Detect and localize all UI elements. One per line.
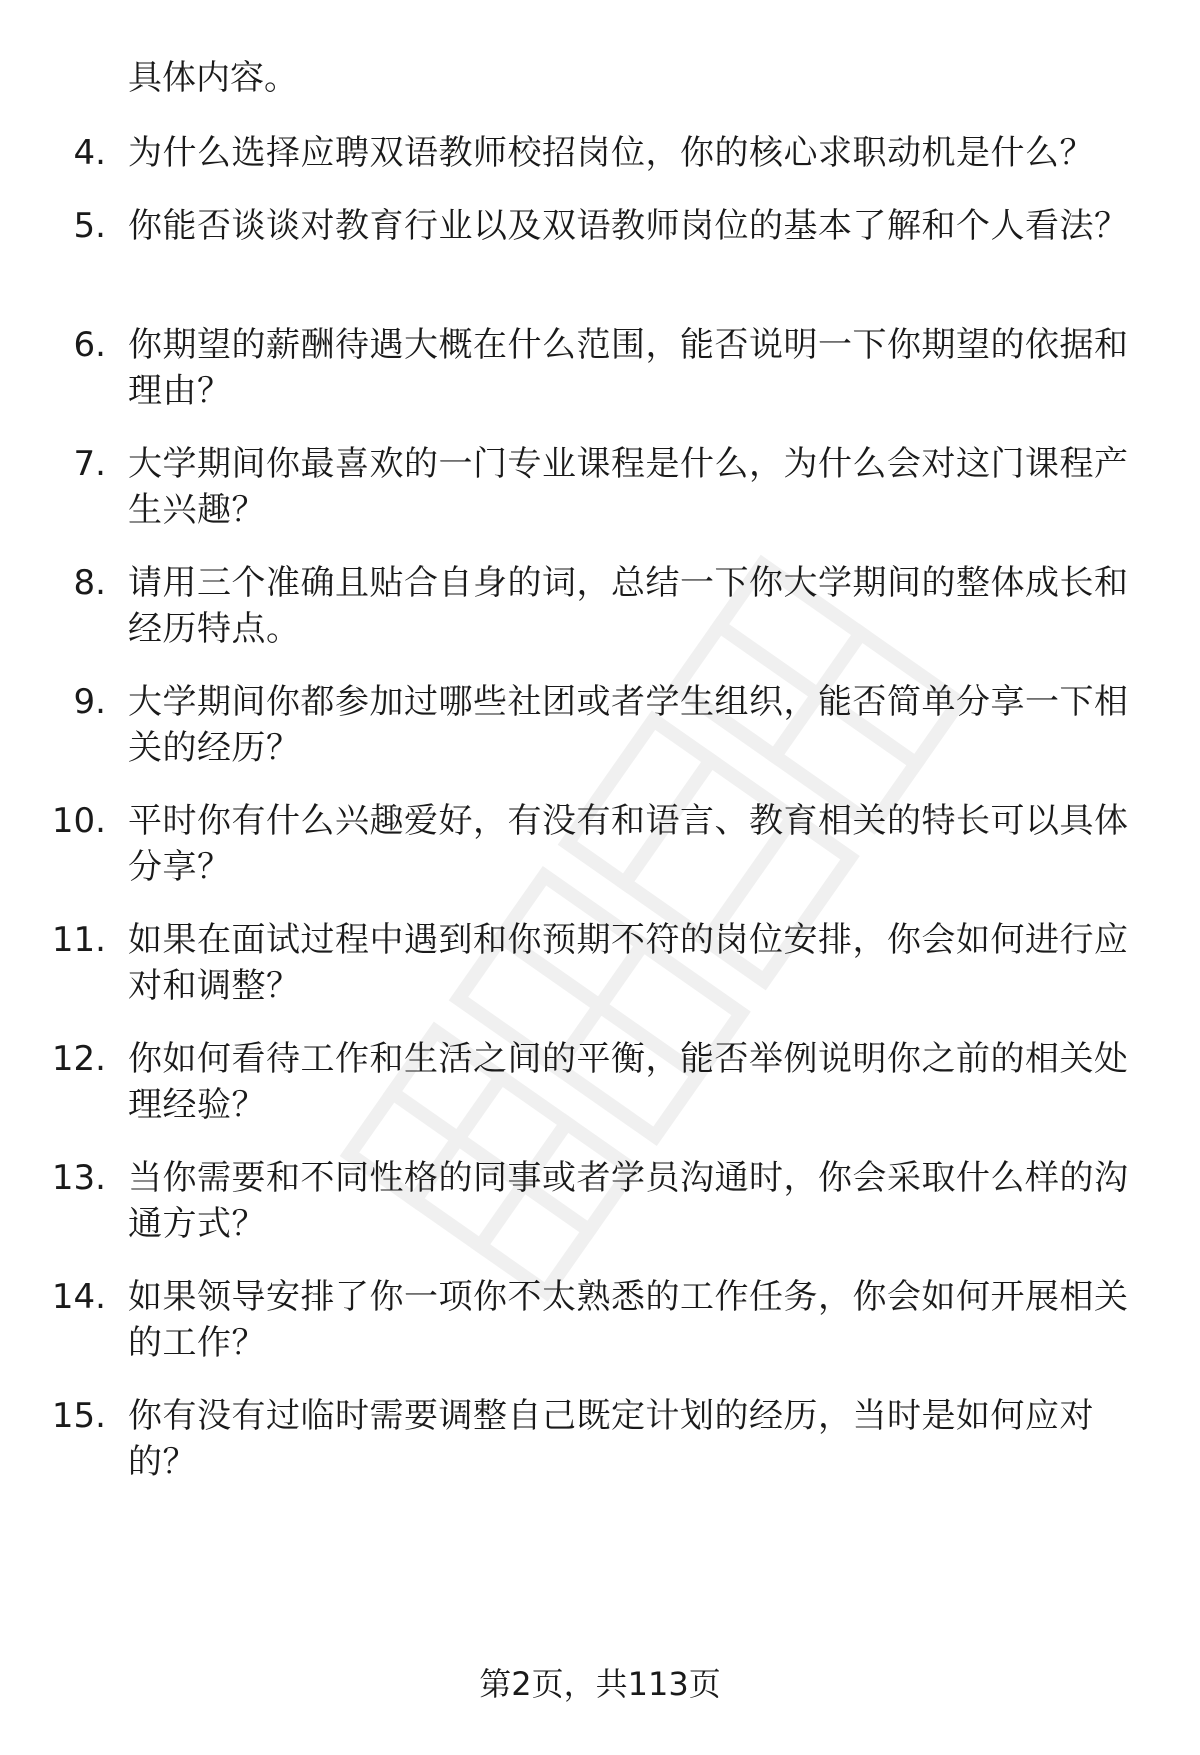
- question-number: 15.: [51, 1396, 106, 1436]
- question-number: 5.: [73, 206, 106, 246]
- question-text: 请用三个准确且贴合自身的词，总结一下你大学期间的整体成长和经历特点。: [128, 563, 1129, 649]
- question-text: 你能否谈谈对教育行业以及双语教师岗位的基本了解和个人看法？: [128, 206, 1129, 246]
- question-number: 13.: [51, 1158, 106, 1198]
- question-number: 6.: [73, 325, 106, 365]
- question-text: 如果在面试过程中遇到和你预期不符的岗位安排，你会如何进行应对和调整？: [128, 920, 1129, 1006]
- question-text: 大学期间你都参加过哪些社团或者学生组织，能否简单分享一下相关的经历？: [128, 682, 1129, 768]
- question-number: 9.: [73, 682, 106, 722]
- question-number: 4.: [73, 133, 106, 173]
- question-text: 平时你有什么兴趣爱好，有没有和语言、教育相关的特长可以具体分享？: [128, 801, 1129, 887]
- question-text: 你有没有过临时需要调整自己既定计划的经历，当时是如何应对的？: [128, 1396, 1094, 1482]
- question-text: 为什么选择应聘双语教师校招岗位，你的核心求职动机是什么？: [128, 133, 1094, 173]
- question-number: 10.: [51, 801, 106, 841]
- question-number: 7.: [73, 444, 106, 484]
- question-number: 11.: [51, 920, 106, 960]
- question-text: 大学期间你最喜欢的一门专业课程是什么，为什么会对这门课程产生兴趣？: [128, 444, 1129, 530]
- question-text: 你如何看待工作和生活之间的平衡，能否举例说明你之前的相关处理经验？: [128, 1039, 1129, 1125]
- question-number: 14.: [51, 1277, 106, 1317]
- question-text: 当你需要和不同性格的同事或者学员沟通时，你会采取什么样的沟通方式？: [128, 1158, 1129, 1244]
- page-footer: 第2页，共113页: [479, 1665, 721, 1703]
- question-number: 12.: [51, 1039, 106, 1079]
- question-number: 8.: [73, 563, 106, 603]
- question-text: 如果领导安排了你一项你不太熟悉的工作任务，你会如何开展相关的工作？: [128, 1277, 1129, 1363]
- continuation-text: 具体内容。: [128, 58, 298, 98]
- question-text: 你期望的薪酬待遇大概在什么范围，能否说明一下你期望的依据和理由？: [128, 325, 1129, 411]
